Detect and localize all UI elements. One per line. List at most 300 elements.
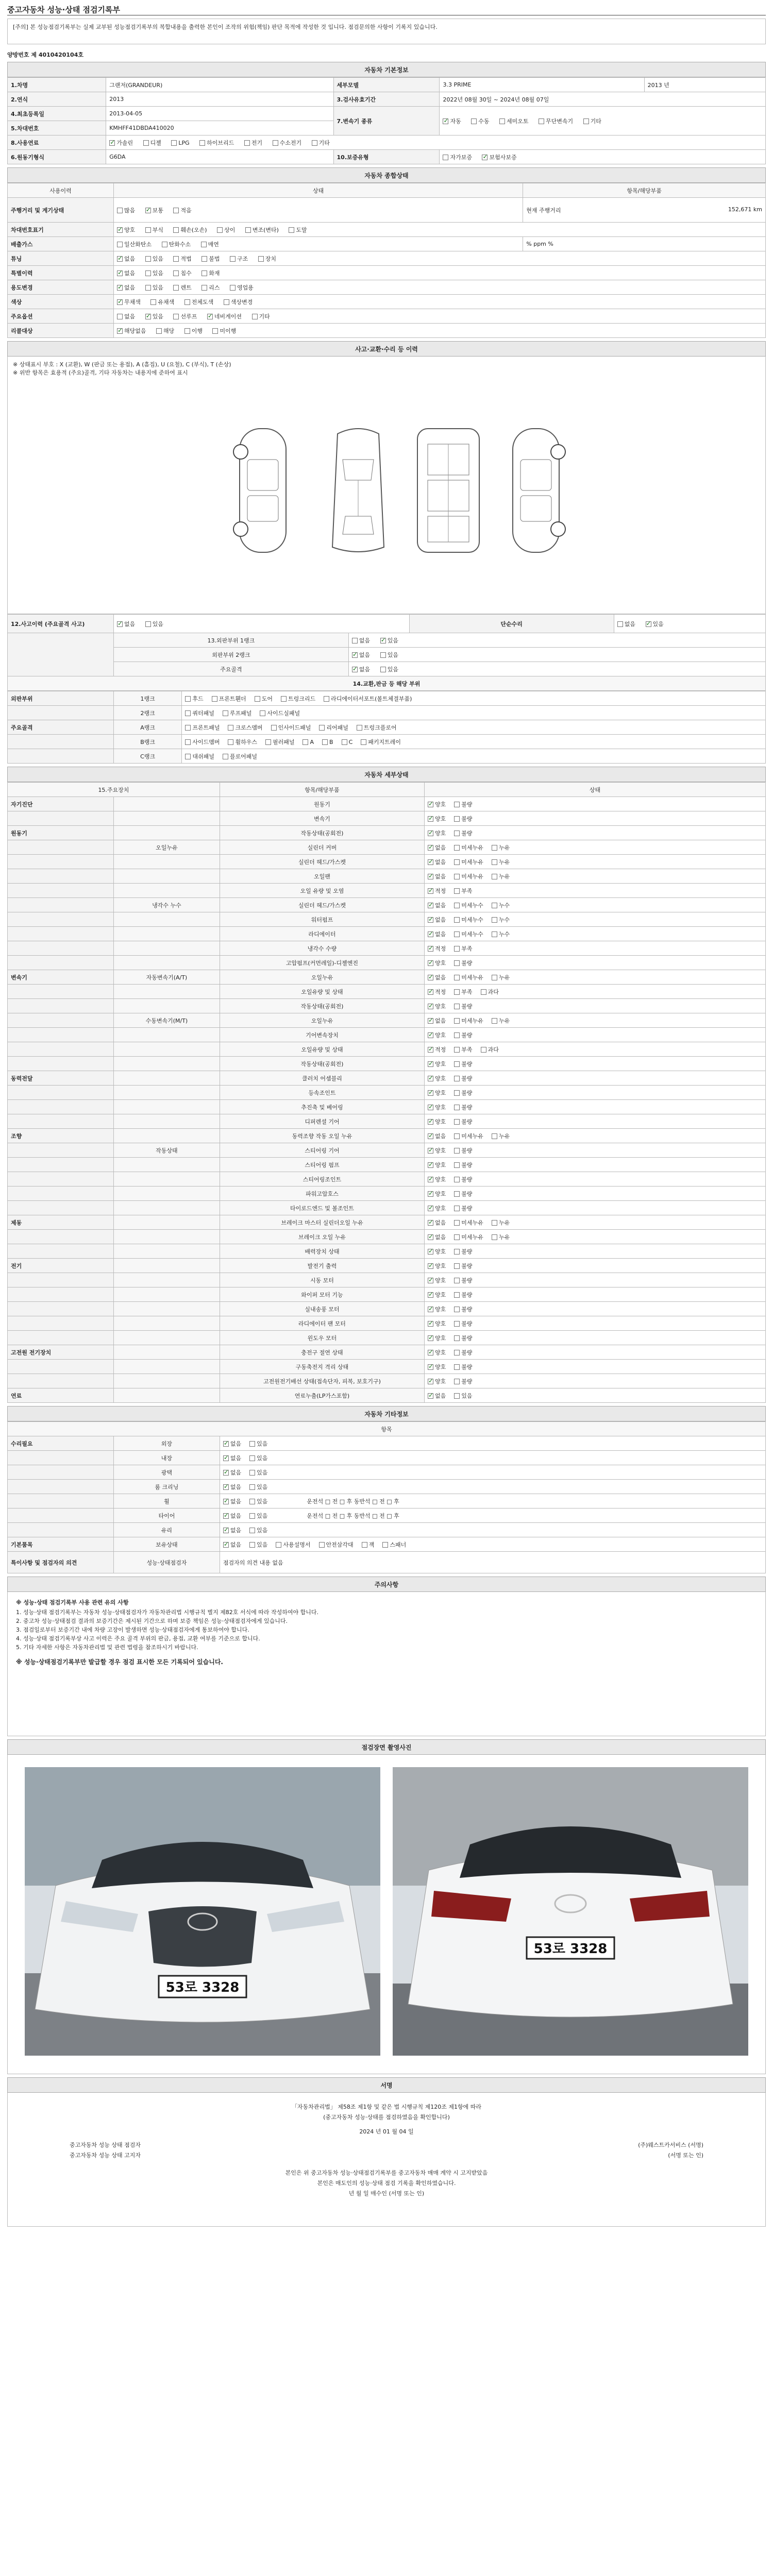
detail-item: 실내송풍 모터 bbox=[220, 1302, 424, 1316]
option-label: 양호 bbox=[124, 226, 136, 233]
option-label: 없음 bbox=[435, 974, 446, 981]
section-overall-header: 자동차 종합상태 bbox=[7, 167, 766, 183]
checkbox-icon bbox=[230, 285, 236, 291]
checkbox-icon bbox=[454, 1047, 460, 1053]
checkbox-icon bbox=[249, 1513, 255, 1519]
option-label: 양호 bbox=[435, 1205, 446, 1212]
basic-label: 8.사용연료 bbox=[8, 135, 106, 150]
sign-line-1: 「자동차관리법」 제58조 제1항 및 같은 법 시행규칙 제120조 제1항에 따라 bbox=[291, 2104, 482, 2110]
basic-value: 2022년 08월 30일 ~ 2024년 08월 07일 bbox=[440, 92, 766, 107]
checkbox-icon bbox=[223, 710, 228, 716]
checkbox-icon bbox=[454, 1292, 460, 1298]
option-label: 탄화수소 bbox=[169, 241, 191, 248]
overall-label: 튜닝 bbox=[8, 251, 114, 266]
detail-item: 오일누유 bbox=[220, 970, 424, 985]
option-label: 리어패널 bbox=[326, 724, 348, 731]
detail-sub bbox=[113, 1158, 220, 1172]
detail-group: 원동기 bbox=[8, 826, 114, 840]
option-label: 수동 bbox=[478, 117, 490, 125]
basic-label: 1.차명 bbox=[8, 78, 106, 92]
opinion-sub: 성능·상태점검자 bbox=[113, 1552, 220, 1573]
option-label: 없음 bbox=[435, 902, 446, 909]
checkbox-icon bbox=[492, 1018, 497, 1024]
basic-value: 그랜저(GRANDEUR) bbox=[106, 78, 333, 92]
checkbox-icon bbox=[117, 227, 123, 233]
checkbox-icon bbox=[454, 960, 460, 966]
checkbox-icon bbox=[184, 299, 190, 305]
detail-group bbox=[8, 1057, 114, 1071]
panel-rank-item: 주요골격 bbox=[113, 662, 348, 676]
detail-item: 실린더 헤드/가스켓 bbox=[220, 898, 424, 912]
checkbox-icon bbox=[245, 227, 251, 233]
checkbox-icon bbox=[265, 739, 271, 745]
option-label: 전체도색 bbox=[191, 298, 214, 306]
option-label: 불량 bbox=[461, 1075, 473, 1082]
detail-row bbox=[8, 797, 766, 811]
checkbox-icon bbox=[428, 816, 433, 822]
other-options bbox=[220, 1436, 765, 1451]
option-label: 없음 bbox=[435, 858, 446, 866]
detail-row bbox=[8, 1201, 766, 1215]
option-label: 불량 bbox=[461, 959, 473, 967]
option-label: 없음 bbox=[435, 1017, 446, 1024]
option-label: 트렁크리드 bbox=[288, 695, 316, 702]
buyer-line-3: 년 월 일 매수인 (서명 또는 인) bbox=[348, 2190, 425, 2197]
checkbox-icon bbox=[249, 1484, 255, 1490]
option-label: 휠하우스 bbox=[235, 738, 257, 745]
other-extra: 운전석 □ 전 □ 후 동반석 □ 전 □ 후 bbox=[307, 1512, 399, 1519]
checkbox-icon bbox=[145, 256, 151, 262]
other-item: 보유상태 bbox=[113, 1537, 220, 1552]
option-label: 누수 bbox=[498, 902, 510, 909]
checkbox-icon bbox=[249, 1499, 255, 1504]
checkbox-icon bbox=[492, 917, 497, 923]
option-label: 있음 bbox=[152, 313, 163, 320]
detail-options bbox=[425, 1172, 766, 1187]
parts-row bbox=[8, 720, 766, 735]
checkbox-icon bbox=[217, 227, 223, 233]
option-label: 양호 bbox=[435, 1118, 446, 1125]
detail-group bbox=[8, 1158, 114, 1172]
option-label: 대쉬패널 bbox=[192, 753, 214, 760]
option-label: 양호 bbox=[435, 1378, 446, 1385]
option-label: 양호 bbox=[435, 1104, 446, 1111]
option-label: 없음 bbox=[435, 1392, 446, 1399]
checkbox-icon bbox=[185, 725, 191, 731]
other-options bbox=[220, 1451, 765, 1465]
checkbox-icon bbox=[454, 1379, 460, 1384]
detail-options bbox=[425, 855, 766, 869]
detail-group bbox=[8, 1143, 114, 1158]
option-label: 없음 bbox=[230, 1454, 242, 1462]
basic-label: 7.변속기 종류 bbox=[333, 107, 440, 135]
checkbox-icon bbox=[428, 1133, 433, 1139]
detail-sub bbox=[113, 1114, 220, 1129]
checkbox-icon bbox=[428, 917, 433, 923]
checkbox-icon bbox=[428, 802, 433, 807]
detail-sub bbox=[113, 999, 220, 1013]
checkbox-icon bbox=[223, 1441, 229, 1447]
checkbox-icon bbox=[117, 299, 123, 305]
option-label: 미이행 bbox=[220, 327, 237, 334]
option-label: 양호 bbox=[435, 1176, 446, 1183]
option-label: 미세누유 bbox=[461, 1017, 483, 1024]
detail-row bbox=[8, 1215, 766, 1230]
checkbox-icon bbox=[454, 1263, 460, 1269]
other-group bbox=[8, 1509, 114, 1523]
option-label: 양호 bbox=[435, 1306, 446, 1313]
checkbox-icon bbox=[428, 1018, 433, 1024]
checkbox-icon bbox=[145, 285, 151, 291]
detail-options bbox=[425, 1388, 766, 1403]
detail-row bbox=[8, 1187, 766, 1201]
other-options bbox=[220, 1537, 765, 1552]
detail-group bbox=[8, 1013, 114, 1028]
notifier-signature: (서명 또는 인) bbox=[668, 2152, 703, 2159]
other-item: 유리 bbox=[113, 1523, 220, 1537]
option-label: 크로스멤버 bbox=[235, 724, 263, 731]
checkbox-icon bbox=[117, 285, 123, 291]
accident-history-label: 12.사고이력 (주요골격 사고) bbox=[8, 615, 114, 633]
detail-options bbox=[425, 1143, 766, 1158]
option-label: 없음 bbox=[230, 1469, 242, 1476]
detail-group bbox=[8, 869, 114, 884]
simple-repair-label: 단순수리 bbox=[409, 615, 614, 633]
checkbox-icon bbox=[492, 1133, 497, 1139]
detail-group bbox=[8, 1230, 114, 1244]
detail-table bbox=[7, 782, 766, 1403]
option-label: 불량 bbox=[461, 829, 473, 837]
option-label: 과다 bbox=[488, 1046, 499, 1053]
option-label: 미세누유 bbox=[461, 974, 483, 981]
detail-item: 타이로드엔드 및 볼조인트 bbox=[220, 1201, 424, 1215]
detail-group bbox=[8, 840, 114, 855]
checkbox-icon bbox=[185, 710, 191, 716]
option-label: 누유 bbox=[498, 1219, 510, 1226]
detail-row bbox=[8, 1071, 766, 1086]
detail-row bbox=[8, 1345, 766, 1360]
checkbox-icon bbox=[454, 975, 460, 980]
checkbox-icon bbox=[454, 931, 460, 937]
option-label: 양호 bbox=[435, 1262, 446, 1269]
detail-sub bbox=[113, 1331, 220, 1345]
checkbox-icon bbox=[319, 725, 325, 731]
parts-row bbox=[8, 691, 766, 706]
col-header: 상태 bbox=[113, 183, 523, 198]
option-label: 없음 bbox=[230, 1483, 242, 1490]
option-label: 없음 bbox=[124, 284, 136, 291]
option-label: 무채색 bbox=[124, 298, 141, 306]
detail-group: 동력전달 bbox=[8, 1071, 114, 1086]
detail-sub bbox=[113, 1215, 220, 1230]
option-label: 있음 bbox=[387, 651, 398, 658]
detail-item: 배력장치 상태 bbox=[220, 1244, 424, 1259]
other-row bbox=[8, 1451, 766, 1465]
detail-options bbox=[425, 1114, 766, 1129]
other-row bbox=[8, 1509, 766, 1523]
checkbox-icon bbox=[380, 667, 386, 672]
detail-sub bbox=[113, 1057, 220, 1071]
option-label: 양호 bbox=[435, 1003, 446, 1010]
checkbox-icon bbox=[481, 989, 486, 995]
notes-tail: ※ 성능·상태점검기록부만 발급할 경우 점검 표시한 모든 기록되어 있습니다. bbox=[16, 1658, 223, 1666]
checkbox-icon bbox=[382, 1542, 388, 1548]
parts-header: 14.교환,판금 등 해당 부위 bbox=[8, 676, 766, 691]
checkbox-icon bbox=[454, 1133, 460, 1139]
option-label: 이행 bbox=[191, 327, 203, 334]
detail-item: 동력조향 작동 오일 누유 bbox=[220, 1129, 424, 1143]
basic-label: 4.최초등록일 bbox=[8, 107, 106, 121]
detail-item: 작동상태(공회전) bbox=[220, 1057, 424, 1071]
option-label: 불량 bbox=[461, 1031, 473, 1039]
checkbox-icon bbox=[428, 1220, 433, 1226]
other-options bbox=[220, 1523, 765, 1537]
checkbox-icon bbox=[117, 328, 123, 334]
opinion-text: 점검자의 의견 내용 없음 bbox=[220, 1552, 765, 1573]
checkbox-icon bbox=[583, 118, 589, 124]
transmission-options bbox=[440, 107, 766, 135]
sign-date: 2024 년 01 월 04 일 bbox=[359, 2128, 414, 2135]
checkbox-icon bbox=[271, 725, 277, 731]
checkbox-icon bbox=[454, 1307, 460, 1312]
detail-group bbox=[8, 884, 114, 898]
option-label: 없음 bbox=[230, 1527, 242, 1534]
detail-options bbox=[425, 956, 766, 970]
option-label: 없음 bbox=[435, 1219, 446, 1226]
checkbox-icon bbox=[454, 1191, 460, 1197]
parts-rank: C랭크 bbox=[113, 749, 181, 764]
checkbox-icon bbox=[492, 859, 497, 865]
checkbox-icon bbox=[428, 931, 433, 937]
checkbox-icon bbox=[454, 1278, 460, 1283]
parts-rank: 2랭크 bbox=[113, 706, 181, 720]
checkbox-icon bbox=[249, 1470, 255, 1476]
detail-options bbox=[425, 1028, 766, 1042]
col-header: 항목 bbox=[8, 1422, 766, 1436]
checkbox-icon bbox=[428, 1191, 433, 1197]
checkbox-icon bbox=[289, 227, 294, 233]
checkbox-icon bbox=[380, 652, 386, 658]
option-label: 불량 bbox=[461, 1320, 473, 1327]
detail-item: 스티어링 펌프 bbox=[220, 1158, 424, 1172]
checkbox-icon bbox=[454, 1321, 460, 1327]
detail-row bbox=[8, 1028, 766, 1042]
option-label: 있음 bbox=[387, 637, 398, 644]
option-label: 불량 bbox=[461, 1334, 473, 1342]
option-label: 자가보증 bbox=[450, 154, 472, 161]
checkbox-icon bbox=[428, 1249, 433, 1255]
option-label: 유채색 bbox=[158, 298, 175, 306]
detail-sub bbox=[113, 869, 220, 884]
detail-item: 실린더 헤드/가스켓 bbox=[220, 855, 424, 869]
detail-item: 추진축 및 베어링 bbox=[220, 1100, 424, 1114]
col-header: 사용이력 bbox=[8, 183, 114, 198]
option-label: 없음 bbox=[359, 666, 371, 673]
parts-rank: A랭크 bbox=[113, 720, 181, 735]
option-label: 양호 bbox=[435, 1320, 446, 1327]
detail-row bbox=[8, 1273, 766, 1287]
checkbox-icon bbox=[499, 118, 505, 124]
checkbox-icon bbox=[228, 725, 233, 731]
checkbox-icon bbox=[249, 1542, 255, 1548]
option-label: 하이브리드 bbox=[207, 139, 234, 146]
option-label: 화재 bbox=[209, 269, 220, 277]
checkbox-icon bbox=[156, 328, 162, 334]
detail-sub bbox=[113, 1028, 220, 1042]
option-label: 일산화탄소 bbox=[124, 241, 152, 248]
overall-options bbox=[113, 295, 765, 309]
other-table bbox=[7, 1421, 766, 1573]
checkbox-icon bbox=[492, 1220, 497, 1226]
detail-item: 라디에이터 팬 모터 bbox=[220, 1316, 424, 1331]
other-body bbox=[8, 1436, 766, 1552]
car-frame-view-icon bbox=[410, 423, 487, 557]
checkbox-icon bbox=[117, 242, 123, 247]
option-label: 인사이드패널 bbox=[278, 724, 311, 731]
option-label: 무단변속기 bbox=[546, 117, 574, 125]
other-group bbox=[8, 1494, 114, 1509]
detail-options bbox=[425, 912, 766, 927]
other-row bbox=[8, 1465, 766, 1480]
option-label: 라디에이터서포트(볼트체결부품) bbox=[331, 695, 412, 702]
detail-item: 라디에이터 bbox=[220, 927, 424, 941]
detail-row bbox=[8, 927, 766, 941]
other-group bbox=[8, 1523, 114, 1537]
detail-group bbox=[8, 898, 114, 912]
checkbox-icon bbox=[428, 1047, 433, 1053]
other-item: 룸 크리닝 bbox=[113, 1480, 220, 1494]
detail-options bbox=[425, 1273, 766, 1287]
detail-row bbox=[8, 970, 766, 985]
detail-group bbox=[8, 1287, 114, 1302]
checkbox-icon bbox=[454, 946, 460, 952]
checkbox-icon bbox=[617, 621, 623, 627]
checkbox-icon bbox=[454, 1148, 460, 1154]
checkbox-icon bbox=[145, 270, 151, 276]
option-label: 양호 bbox=[435, 1334, 446, 1342]
checkbox-icon bbox=[173, 227, 179, 233]
checkbox-icon bbox=[273, 140, 278, 146]
parts-options bbox=[182, 691, 766, 706]
option-label: 있음 bbox=[257, 1454, 268, 1462]
detail-row bbox=[8, 912, 766, 927]
option-label: 사용설명서 bbox=[283, 1541, 311, 1548]
detail-options bbox=[425, 1071, 766, 1086]
option-label: 불량 bbox=[461, 815, 473, 822]
option-label: 트렁크플로어 bbox=[363, 724, 397, 731]
checkbox-icon bbox=[454, 1220, 460, 1226]
option-label: 누유 bbox=[498, 873, 510, 880]
section-accident-header: 사고·교환·수리 등 이력 bbox=[7, 341, 766, 357]
option-label: 렌트 bbox=[180, 284, 192, 291]
other-row bbox=[8, 1537, 766, 1552]
checkbox-icon bbox=[454, 831, 460, 836]
option-label: 양호 bbox=[435, 815, 446, 822]
detail-sub bbox=[113, 1345, 220, 1360]
detail-item: 오일유량 및 상태 bbox=[220, 1042, 424, 1057]
checkbox-icon bbox=[428, 960, 433, 966]
option-label: 부식 bbox=[152, 226, 163, 233]
section-other-header: 자동차 기타정보 bbox=[7, 1406, 766, 1421]
overall-label: 색상 bbox=[8, 295, 114, 309]
detail-sub bbox=[113, 855, 220, 869]
col-header: 항목/해당부품 bbox=[523, 183, 766, 198]
section-basic-header: 자동차 기본정보 bbox=[7, 62, 766, 77]
checkbox-icon bbox=[454, 1018, 460, 1024]
detail-item: 작동상태(공회전) bbox=[220, 826, 424, 840]
notifier-label: 중고자동차 성능 상태 고지자 bbox=[70, 2152, 141, 2159]
overall-options bbox=[113, 237, 523, 251]
option-label: 있음 bbox=[257, 1541, 268, 1548]
detail-item: 시동 모터 bbox=[220, 1273, 424, 1287]
checkbox-icon bbox=[492, 931, 497, 937]
detail-row bbox=[8, 1244, 766, 1259]
checkbox-icon bbox=[492, 1234, 497, 1240]
mileage-value: 152,671 km bbox=[728, 206, 762, 213]
detail-group bbox=[8, 941, 114, 956]
mileage-cell bbox=[523, 198, 766, 223]
checkbox-icon bbox=[428, 1307, 433, 1312]
detail-sub bbox=[113, 1374, 220, 1388]
detail-options bbox=[425, 1042, 766, 1057]
option-label: 적정 bbox=[435, 1046, 446, 1053]
option-label: 불량 bbox=[461, 1161, 473, 1168]
detail-options bbox=[425, 985, 766, 999]
checkbox-icon bbox=[252, 314, 258, 319]
option-label: 적음 bbox=[180, 207, 192, 214]
detail-item: 구동축전지 격리 상태 bbox=[220, 1360, 424, 1374]
checkbox-icon bbox=[173, 256, 179, 262]
signature-area bbox=[7, 2093, 766, 2227]
basic-value: 2013 bbox=[106, 92, 333, 107]
basic-label: 5.차대번호 bbox=[8, 121, 106, 135]
detail-options bbox=[425, 1302, 766, 1316]
checkbox-icon bbox=[428, 1061, 433, 1067]
option-label: 훼손(오손) bbox=[180, 226, 207, 233]
checkbox-icon bbox=[492, 845, 497, 851]
detail-row bbox=[8, 999, 766, 1013]
checkbox-icon bbox=[428, 1004, 433, 1009]
col-header: 상태 bbox=[425, 783, 766, 797]
checkbox-icon bbox=[428, 1148, 433, 1154]
option-label: 적정 bbox=[435, 887, 446, 894]
detail-options bbox=[425, 1100, 766, 1114]
checkbox-icon bbox=[428, 1032, 433, 1038]
option-label: 디젤 bbox=[150, 139, 161, 146]
basic-label: 2.연식 bbox=[8, 92, 106, 107]
parts-row bbox=[8, 749, 766, 764]
simple-repair-options bbox=[614, 615, 765, 633]
option-label: 없음 bbox=[230, 1512, 242, 1519]
option-label: 불량 bbox=[461, 1378, 473, 1385]
detail-options bbox=[425, 1345, 766, 1360]
emission-units: % ppm % bbox=[523, 237, 766, 251]
checkbox-icon bbox=[249, 1441, 255, 1447]
option-label: 없음 bbox=[435, 844, 446, 851]
detail-row bbox=[8, 1129, 766, 1143]
checkbox-icon bbox=[454, 1364, 460, 1370]
opinion-label: 특이사항 및 점검자의 의견 bbox=[8, 1552, 114, 1573]
detail-group bbox=[8, 1028, 114, 1042]
basic-value: 2013-04-05 bbox=[106, 107, 333, 121]
option-label: 있음 bbox=[257, 1469, 268, 1476]
option-label: 패키지트레이 bbox=[368, 738, 401, 745]
detail-item: 오일 유량 및 오염 bbox=[220, 884, 424, 898]
detail-options bbox=[425, 884, 766, 898]
other-row bbox=[8, 1523, 766, 1537]
option-label: 없음 bbox=[435, 1132, 446, 1140]
mileage-label: 현재 주행거리 bbox=[526, 207, 561, 214]
